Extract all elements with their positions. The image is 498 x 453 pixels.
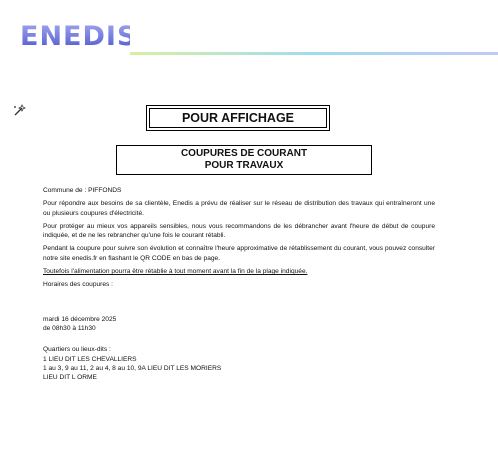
paragraph-intro: Pour répondre aux besoins de sa clientèle, Enedis a prévu de réaliser sur le réseau de distribution des travaux qui entraîneront une ou plusieurs coupures d'électricité. (43, 200, 435, 217)
location-item: 1 au 3, 9 au 11, 2 au 4, 8 au 10, 9A LIEU DIT LES MORIERS (43, 364, 222, 372)
outage-time: de 08h30 à 11h30 (43, 324, 96, 332)
paragraph-protect: Pour protéger au mieux vos appareils sensibles, nous vous recommandons de les débrancher avant l'heure de début de coupure indiquée, et de ne les rebrancher qu'une fois le courant rétabli. (43, 222, 435, 240)
location-item: 1 LIEU DIT LES CHEVALLIERS (43, 355, 137, 363)
warning-text: Toutefois l'alimentation pourra être rétablie à tout moment avant la fin de la plage indiquée. (43, 268, 308, 276)
logo-text: ENEDIS (20, 21, 130, 51)
notice-body (43, 186, 435, 382)
subtitle-box (116, 145, 372, 175)
subtitle-line-1: COUPURES DE COURANT (180, 148, 308, 159)
subtitle-line-2: POUR TRAVAUX (204, 160, 284, 171)
quartiers-label: Quartiers ou lieux-dits : (43, 346, 111, 354)
location-item: LIEU DIT L ORME (43, 374, 97, 382)
commune: Commune de : PIFFONDS (43, 187, 122, 194)
enedis-logo (20, 21, 130, 56)
wand-icon (13, 104, 26, 117)
horaires-label: Horaires des coupures : (43, 281, 114, 289)
outage-date: mardi 16 décembre 2025 (43, 315, 117, 323)
paragraph-followup: Pendant la coupure pour suivre son évolution et connaître l'heure approximative de rétablissement du courant, vous pouvez consulter notre site enedis.fr en flashant le QR CODE en bas de page. (43, 245, 435, 262)
page-title: POUR AFFICHAGE (149, 108, 327, 128)
title-box (146, 105, 330, 131)
header-rule (130, 42, 498, 45)
